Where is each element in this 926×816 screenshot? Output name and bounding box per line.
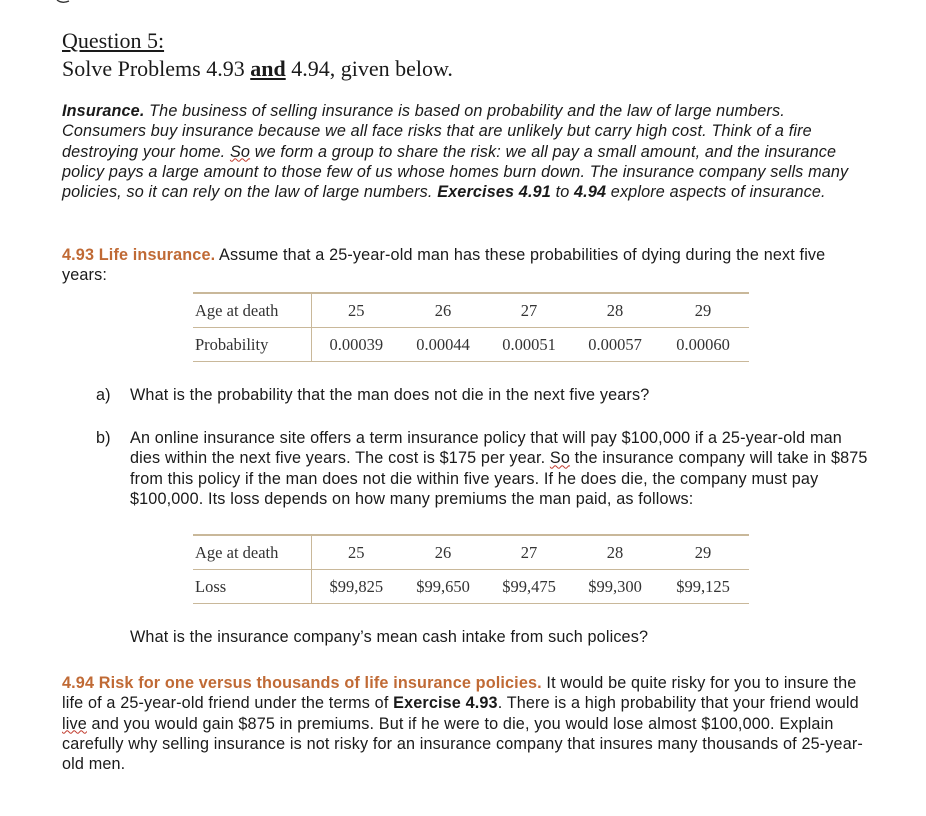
age-cell: 25 (311, 535, 401, 570)
age-cell: 29 (657, 293, 749, 328)
table-row (193, 535, 749, 570)
problem-493-statement (62, 245, 872, 286)
problem-494-title: 4.94 Risk for one versus thousands of life insurance policies. (62, 674, 542, 692)
exercise-ref: Exercise 4.93 (393, 694, 498, 713)
probability-cell: 0.00039 (329, 334, 384, 354)
problem-493-text: Assume that a 25-year-old man has these probabilities of dying during the next five years: (62, 246, 826, 285)
row-label: Age at death (193, 293, 311, 328)
loss-cell: $99,650 (416, 576, 470, 596)
probability-cell: 0.00060 (676, 334, 730, 354)
loss-cell: $99,300 (588, 576, 642, 596)
loss-cell: $99,825 (329, 576, 384, 596)
age-cell: 28 (573, 293, 657, 328)
age-cell: 26 (401, 535, 485, 570)
instructions-text-end: 4.94, given below. (285, 56, 453, 81)
intro-lead: Insurance. (62, 102, 145, 120)
spellcheck-live: live (62, 714, 87, 733)
instructions-and: and (250, 56, 286, 81)
part-b-text: An online insurance site offers a term insurance policy that will pay $100,000 if a 25-year-old man dies within the next five years. The cost is $175 per year. (130, 429, 842, 468)
insurance-intro-paragraph (62, 101, 872, 202)
probability-cell: 0.00044 (416, 334, 470, 354)
part-b-question (130, 428, 870, 509)
problem-494-text: and you would gain $875 in premiums. But if he were to die, you would lose almost $100,000. Explain carefully why selling insurance is not risky for an insurance company that insures many thousands of 25-year-old men. (62, 714, 863, 774)
cropped-text-fragment (56, 0, 70, 4)
problem-494-text: . There is a high probability that your friend would (497, 694, 859, 713)
intro-text: The business of selling insurance is based on probability and the law of large numbers. Consumers buy insurance because we all face risks that are unlikely but carry high cost. Think of a fire destroying your home. (62, 102, 812, 161)
age-cell: 27 (485, 293, 573, 328)
table-row (193, 293, 749, 328)
part-b-label: b) (96, 429, 111, 447)
row-label: Loss (193, 570, 311, 604)
intro-text: explore aspects of insurance. (606, 183, 826, 202)
intro-text: we form a group to share the risk: we all pay a small amount, and the insurance policy pays a large amount to those few of us whose homes burn down. The insurance company sells many policies, so it can rely on the law of large numbers. (62, 142, 849, 202)
row-label: Age at death (193, 535, 311, 570)
mean-cash-intake-question: What is the insurance company’s mean cash intake from such polices? (130, 628, 649, 646)
spellcheck-so: So (229, 142, 251, 161)
part-a-label: a) (96, 386, 111, 404)
problem-494-text: It would be quite risky for you to insure the life of a 25-year-old friend under the terms of (62, 674, 857, 713)
problem-494-statement (62, 673, 872, 774)
spellcheck-so: So (549, 449, 571, 468)
age-cell: 29 (657, 535, 749, 570)
intro-text: to (550, 183, 575, 202)
loss-table (193, 534, 749, 604)
problem-493-title: 4.93 Life insurance. (62, 246, 216, 264)
part-b-text: the insurance company will take in $875 from this policy if the man does not die within five years. If he does die, the company must pay $100,000. Its loss depends on how many premiums the man paid, as follows: (130, 449, 868, 508)
age-cell: 28 (573, 535, 657, 570)
age-cell: 26 (401, 293, 485, 328)
table-row (193, 570, 749, 604)
intro-exercise-ref: 4.94 (574, 183, 607, 202)
age-cell: 25 (311, 293, 401, 328)
loss-cell: $99,125 (676, 576, 730, 596)
age-cell: 27 (485, 535, 573, 570)
row-label: Probability (193, 328, 311, 362)
probability-cell: 0.00051 (502, 334, 556, 354)
table-row (193, 328, 749, 362)
question-instructions (62, 55, 453, 83)
part-a-question: What is the probability that the man does not die in the next five years? (130, 386, 650, 404)
death-probability-table (193, 292, 749, 362)
intro-exercise-ref: Exercises 4.91 (437, 183, 551, 202)
instructions-text-start: Solve Problems 4.93 (62, 56, 251, 81)
question-title: Question 5: (62, 28, 165, 53)
loss-cell: $99,475 (502, 576, 556, 596)
probability-cell: 0.00057 (588, 334, 642, 354)
